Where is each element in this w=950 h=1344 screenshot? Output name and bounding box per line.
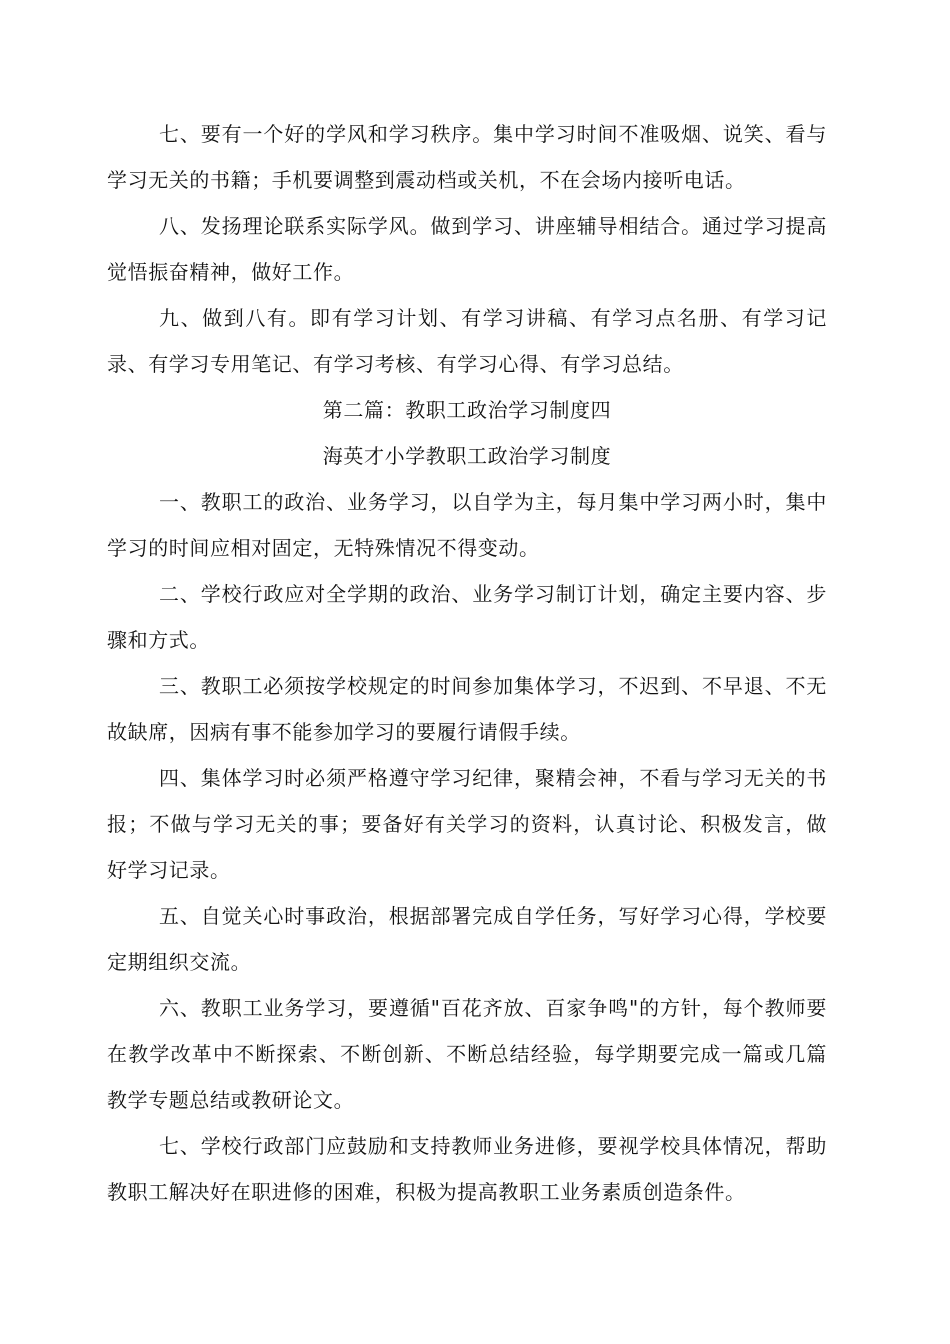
paragraph-8-theory-practice: 八、发扬理论联系实际学风。做到学习、讲座辅导相结合。通过学习提高觉悟振奋精神，做好工作。 xyxy=(107,214,827,284)
paragraph-3-attendance: 三、教职工必须按学校规定的时间参加集体学习，不迟到、不早退、不无故缺席，因病有事不能参加学习的要履行请假手续。 xyxy=(107,674,827,744)
paragraph-5-current-affairs: 五、自觉关心时事政治，根据部署完成自学任务，写好学习心得，学校要定期组织交流。 xyxy=(107,904,827,974)
paragraph-7-teacher-development: 七、学校行政部门应鼓励和支持教师业务进修，要视学校具体情况，帮助教职工解决好在职进修的困难，积极为提高教职工业务素质创造条件。 xyxy=(107,1134,827,1204)
paragraph-9-eight-haves: 九、做到八有。即有学习计划、有学习讲稿、有学习点名册、有学习记录、有学习专用笔记、有学习考核、有学习心得、有学习总结。 xyxy=(107,306,827,376)
paragraph-2-study-plan: 二、学校行政应对全学期的政治、业务学习制订计划，确定主要内容、步骤和方式。 xyxy=(107,582,827,652)
document-body xyxy=(107,111,827,1215)
paragraph-4-discipline: 四、集体学习时必须严格遵守学习纪律，聚精会神，不看与学习无关的书报；不做与学习无关的事；要备好有关学习的资料，认真讨论、积极发言，做好学习记录。 xyxy=(107,766,827,882)
paragraph-7-study-order: 七、要有一个好的学风和学习秩序。集中学习时间不准吸烟、说笑、看与学习无关的书籍；手机要调整到震动档或关机，不在会场内接听电话。 xyxy=(107,122,827,192)
document-subtitle: 海英才小学教职工政治学习制度 xyxy=(322,444,612,468)
paragraph-1-self-study: 一、教职工的政治、业务学习，以自学为主，每月集中学习两小时，集中学习的时间应相对固定，无特殊情况不得变动。 xyxy=(107,490,827,560)
paragraph-6-professional-study: 六、教职工业务学习，要遵循"百花齐放、百家争鸣"的方针，每个教师要在教学改革中不断探索、不断创新、不断总结经验，每学期要完成一篇或几篇教学专题总结或教研论文。 xyxy=(107,996,827,1112)
section-title: 第二篇：教职工政治学习制度四 xyxy=(322,398,612,422)
